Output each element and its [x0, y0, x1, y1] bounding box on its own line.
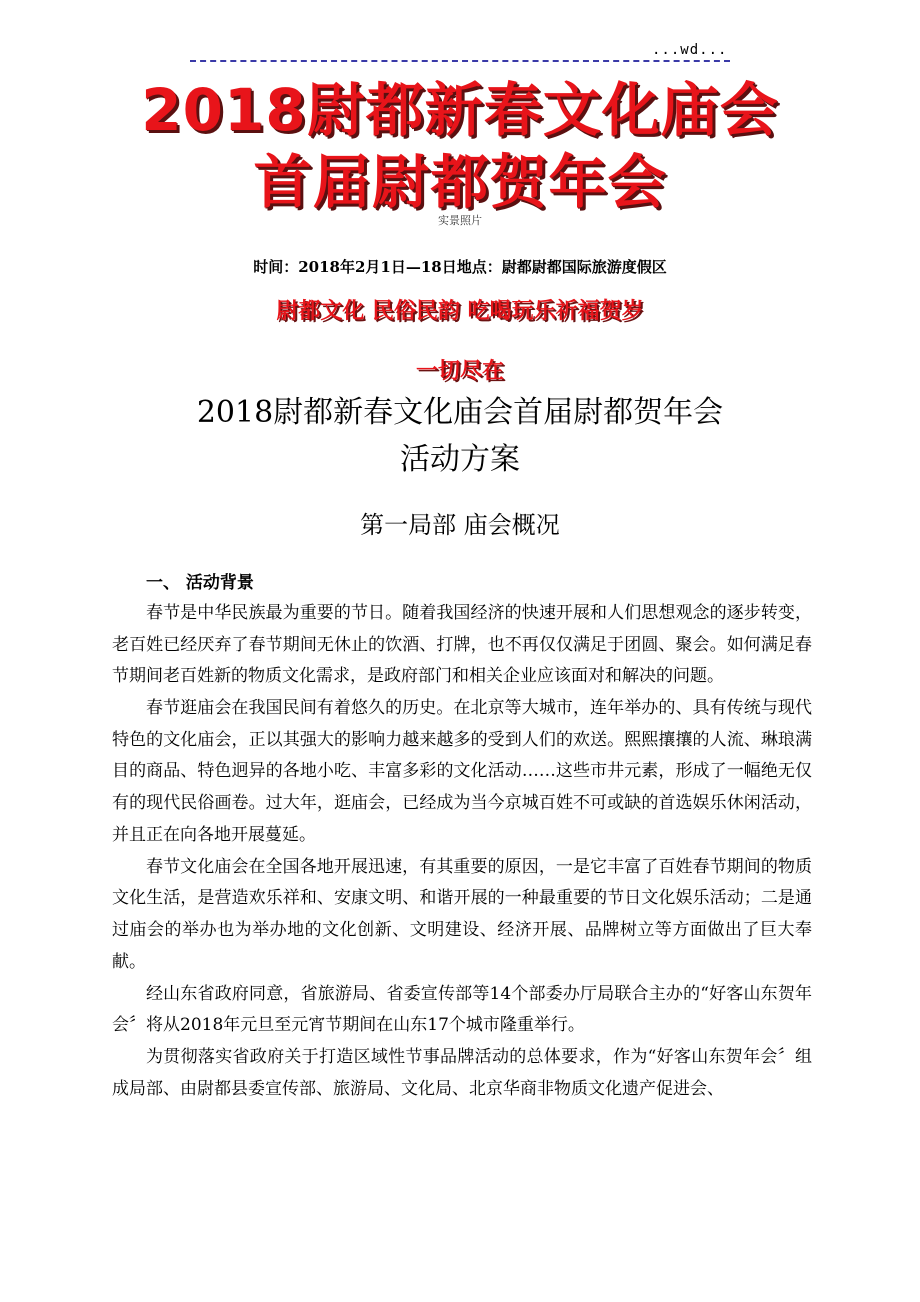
section-heading: 一、 活动背景	[146, 573, 254, 593]
paragraph: 春节文化庙会在全国各地开展迅速，有其重要的原因，一是它丰富了百姓春节期间的物质文化生活，是营造欢乐祥和、安康文明、和谐开展的一种最重要的节日文化娱乐活动；二是通过庙会的举办也为举办地的文化创新、文明建设、经济开展、品牌树立等方面做出了巨大奉献。	[112, 856, 812, 972]
header-mark: ...wd...	[652, 42, 728, 58]
main-title-line-2: 首届尉都贺年会	[253, 148, 667, 216]
main-title-line-1: 2018尉都新春文化庙会	[141, 76, 779, 144]
slogan-line-1: 尉都文化 民俗民韵 吃喝玩乐祈福贺岁	[276, 299, 644, 324]
part-heading: 第一局部 庙会概况	[360, 511, 560, 539]
slogan-line-2: 一切尽在	[415, 359, 504, 384]
paragraph: 春节是中华民族最为重要的节日。随着我国经济的快速开展和人们思想观念的逐步转变，老百姓已经厌弃了春节期间无休止的饮酒、打牌，也不再仅仅满足于团圆、聚会。如何满足春节期间老百姓新的物质文化需求，是政府部门和相关企业应该面对和解决的问题。	[112, 603, 812, 687]
document-title-line-1: 2018尉都新春文化庙会首届尉都贺年会	[196, 395, 724, 430]
paragraph: 为贯彻落实省政府关于打造区域性节事品牌活动的总体要求，作为“好客山东贺年会〞组成局部、由尉都县委宣传部、旅游局、文化局、北京华商非物质文化遗产促进会、	[112, 1047, 812, 1099]
body-text	[112, 598, 812, 1106]
photo-caption: 实景照片	[438, 214, 482, 227]
header-dashed-line	[190, 60, 730, 62]
paragraph: 春节逛庙会在我国民间有着悠久的历史。在北京等大城市，连年举办的、具有传统与现代特色的文化庙会，正以其强大的影响力越来越多的受到人们的欢送。熙熙攘攘的人流、琳琅满目的商品、特色迥异的各地小吃、丰富多彩的文化活动……这些市井元素，形成了一幅绝无仅有的现代民俗画卷。过大年，逛庙会，已经成为当今京城百姓不可或缺的首选娱乐休闲活动，并且正在向各地开展蔓延。	[112, 698, 812, 845]
time-place-line: 时间：2018年2月1日—18日地点：尉都尉都国际旅游度假区	[253, 258, 667, 276]
document-title-line-2: 活动方案	[400, 442, 520, 477]
paragraph: 经山东省政府同意，省旅游局、省委宣传部等14个部委办厅局联合主办的“好客山东贺年会〞将从2018年元旦至元宵节期间在山东17个城市隆重举行。	[112, 983, 812, 1036]
